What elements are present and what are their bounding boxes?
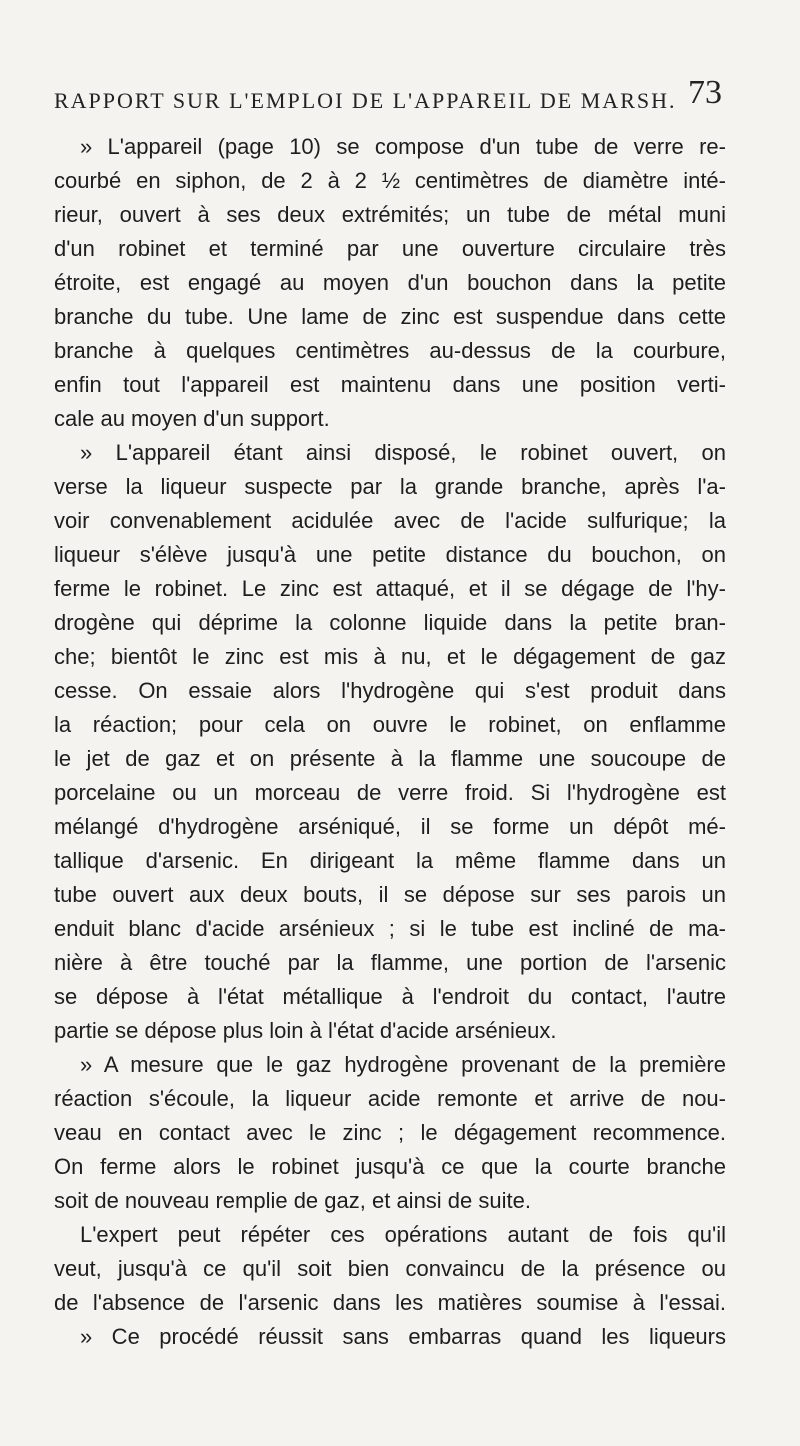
text-line: drogène qui déprime la colonne liquide dans la petite bran- [54,610,726,635]
text-line: cesse. On essaie alors l'hydrogène qui s'est produit dans [54,678,726,703]
text-line: » L'appareil étant ainsi disposé, le robinet ouvert, on [80,440,726,465]
text-line: d'un robinet et terminé par une ouverture circulaire très [54,236,726,261]
running-head [54,66,722,116]
text-line: branche à quelques centimètres au-dessus de la courbure, [54,338,726,363]
text-line: veut, jusqu'à ce qu'il soit bien convaincu de la présence ou [54,1256,726,1281]
text-line: nière à être touché par la flamme, une portion de l'arsenic [54,950,726,975]
text-line: se dépose à l'état métallique à l'endroit du contact, l'autre [54,984,726,1009]
text-line: liqueur s'élève jusqu'à une petite distance du bouchon, on [54,542,726,567]
text-line: » L'appareil (page 10) se compose d'un tube de verre re- [80,134,726,159]
text-line: » A mesure que le gaz hydrogène provenant de la première [80,1052,726,1077]
text-line: partie se dépose plus loin à l'état d'acide arsénieux. [54,1018,557,1043]
text-line: voir convenablement acidulée avec de l'acide sulfurique; la [54,508,726,533]
text-line: enduit blanc d'acide arsénieux ; si le tube est incliné de ma- [54,916,726,941]
running-title: RAPPORT SUR L'EMPLOI DE L'APPAREIL DE MARSH. [54,88,677,113]
text-line: la réaction; pour cela on ouvre le robinet, on enflamme [54,712,726,737]
text-line: soit de nouveau remplie de gaz, et ainsi de suite. [54,1188,531,1213]
text-line: che; bientôt le zinc est mis à nu, et le dégagement de gaz [54,644,726,669]
text-line: tube ouvert aux deux bouts, il se dépose sur ses parois un [54,882,726,907]
text-line: L'expert peut répéter ces opérations autant de fois qu'il [80,1222,726,1247]
text-line: courbé en siphon, de 2 à 2 ½ centimètres de diamètre inté- [54,168,726,193]
text-line: de l'absence de l'arsenic dans les matières soumise à l'essai. [54,1290,726,1315]
page-number: 73 [688,74,722,111]
text-line: rieur, ouvert à ses deux extrémités; un tube de métal muni [54,202,726,227]
text-line: ferme le robinet. Le zinc est attaqué, et il se dégage de l'hy- [54,576,726,601]
text-line: On ferme alors le robinet jusqu'à ce que la courte branche [54,1154,726,1179]
text-line: enfin tout l'appareil est maintenu dans une position verti- [54,372,726,397]
text-line: cale au moyen d'un support. [54,406,330,431]
body-text [54,130,726,1354]
text-line: verse la liqueur suspecte par la grande branche, après l'a- [54,474,726,499]
text-line: réaction s'écoule, la liqueur acide remonte et arrive de nou- [54,1086,726,1111]
text-line: étroite, est engagé au moyen d'un bouchon dans la petite [54,270,726,295]
text-line: tallique d'arsenic. En dirigeant la même flamme dans un [54,848,726,873]
text-line: branche du tube. Une lame de zinc est suspendue dans cette [54,304,726,329]
text-line: veau en contact avec le zinc ; le dégagement recommence. [54,1120,726,1145]
text-line: » Ce procédé réussit sans embarras quand les liqueurs [80,1324,726,1349]
text-line: porcelaine ou un morceau de verre froid. Si l'hydrogène est [54,780,726,805]
text-line: le jet de gaz et on présente à la flamme une soucoupe de [54,746,726,771]
text-line: mélangé d'hydrogène arséniqué, il se forme un dépôt mé- [54,814,726,839]
